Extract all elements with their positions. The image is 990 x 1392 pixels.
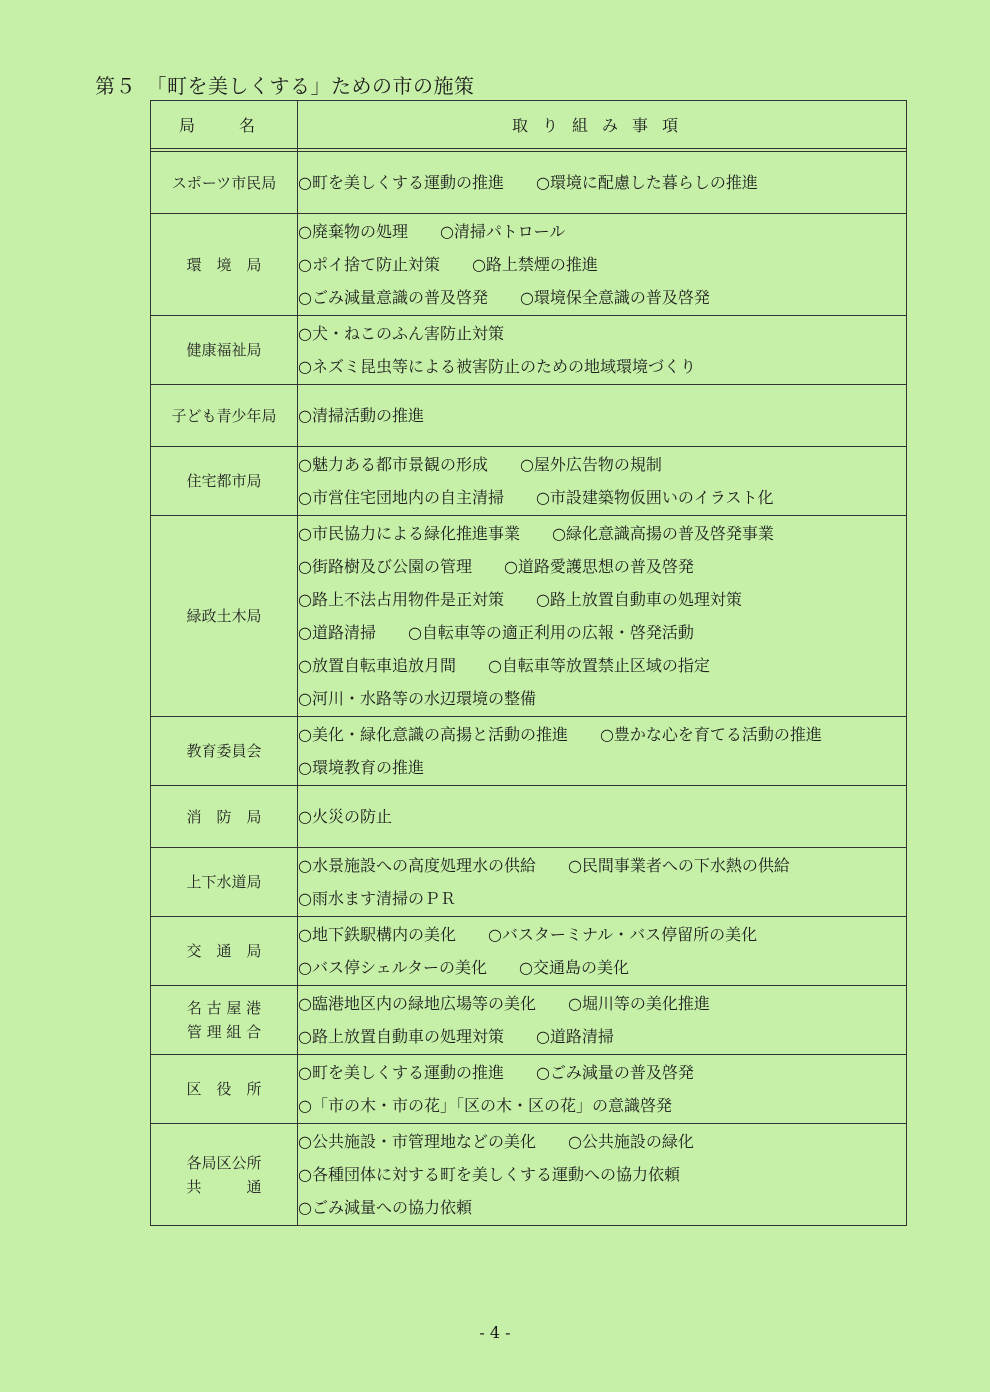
dept-name: 子ども青少年局 <box>171 406 277 425</box>
measure-item: ○路上放置自動車の処理対策 ○道路清掃 <box>298 1027 614 1046</box>
measure-item: ○バス停シェルターの美化 ○交通島の美化 <box>298 958 629 977</box>
table-row <box>151 717 907 786</box>
dept-cell <box>151 1055 298 1124</box>
dept-cell <box>151 1124 298 1226</box>
measure-item: ○道路清掃 ○自転車等の適正利用の広報・啓発活動 <box>298 623 694 642</box>
measure-item: ○火災の防止 <box>298 807 392 826</box>
dept-cell <box>151 717 298 786</box>
dept-cell <box>151 848 298 917</box>
measure-item: ○雨水ます清掃のＰＲ <box>298 889 456 908</box>
dept-name: 緑政土木局 <box>186 607 262 625</box>
measure-item: ○各種団体に対する町を美しくする運動への協力依頼 <box>298 1165 680 1184</box>
table-row <box>151 316 907 385</box>
measure-item: ○水景施設への高度処理水の供給 ○民間事業者への下水熱の供給 <box>298 856 790 875</box>
items-cell <box>298 516 907 717</box>
measure-item: ○路上不法占用物件是正対策 ○路上放置自動車の処理対策 <box>298 590 742 609</box>
dept-cell <box>151 152 298 214</box>
dept-cell <box>151 516 298 717</box>
dept-cell <box>151 316 298 385</box>
items-cell <box>298 917 907 986</box>
table-row <box>151 786 907 848</box>
dept-name: 住宅都市局 <box>186 472 262 490</box>
items-cell <box>298 152 907 214</box>
measure-item: ○ごみ減量意識の普及啓発 ○環境保全意識の普及啓発 <box>298 288 710 307</box>
table-row <box>151 986 907 1055</box>
table-row <box>151 1124 907 1226</box>
measure-item: ○市民協力による緑化推進事業 ○緑化意識高揚の普及啓発事業 <box>298 524 774 543</box>
measure-item: ○河川・水路等の水辺環境の整備 <box>298 689 536 708</box>
page-title: 第５ 「町を美しくする」ための市の施策 <box>95 74 475 98</box>
table-row <box>151 1055 907 1124</box>
table-row <box>151 447 907 516</box>
table-row <box>151 848 907 917</box>
measure-item: ○放置自転車追放月間 ○自転車等放置禁止区域の指定 <box>298 656 710 675</box>
measure-item: ○美化・緑化意識の高揚と活動の推進 ○豊かな心を育てる活動の推進 <box>298 725 822 744</box>
dept-name: 各局区公所 <box>186 1153 262 1172</box>
dept-cell <box>151 214 298 316</box>
measure-item: ○市営住宅団地内の自主清掃 ○市設建築物仮囲いのイラスト化 <box>298 488 774 507</box>
items-cell <box>298 447 907 516</box>
header-items: 取り組み事項 <box>298 101 907 149</box>
measure-item: ○魅力ある都市景観の形成 ○屋外広告物の規制 <box>298 455 662 474</box>
measure-item: ○臨港地区内の緑地広場等の美化 ○堀川等の美化推進 <box>298 994 710 1013</box>
dept-cell <box>151 986 298 1055</box>
dept-name: 区 役 所 <box>186 1080 262 1098</box>
measure-item: ○町を美しくする運動の推進 ○環境に配慮した暮らしの推進 <box>298 173 758 192</box>
dept-name: 健康福祉局 <box>186 341 262 359</box>
table-body <box>151 149 907 1226</box>
header-dept: 局 名 <box>151 101 298 149</box>
measure-item: ○地下鉄駅構内の美化 ○バスターミナル・バス停留所の美化 <box>298 925 758 944</box>
dept-name: 消 防 局 <box>186 807 262 826</box>
table-header-row <box>151 101 907 149</box>
dept-name: 共 通 <box>186 1177 262 1196</box>
page-number: - 4 - <box>479 1323 511 1342</box>
dept-cell <box>151 447 298 516</box>
measure-item: ○街路樹及び公園の管理 ○道路愛護思想の普及啓発 <box>298 557 694 576</box>
measure-item: ○公共施設・市管理地などの美化 ○公共施設の緑化 <box>298 1132 694 1151</box>
items-cell <box>298 1124 907 1226</box>
dept-name: 名 古 屋 港 <box>186 999 262 1017</box>
items-cell <box>298 214 907 316</box>
measure-item: ○廃棄物の処理 ○清掃パトロール <box>298 222 566 241</box>
dept-cell <box>151 385 298 447</box>
measure-item: ○町を美しくする運動の推進 ○ごみ減量の普及啓発 <box>298 1063 694 1082</box>
measure-item: ○環境教育の推進 <box>298 758 424 777</box>
dept-name: 交 通 局 <box>186 942 262 960</box>
dept-name: スポーツ市民局 <box>171 173 277 192</box>
dept-cell <box>151 917 298 986</box>
dept-name: 上下水道局 <box>186 873 262 891</box>
measure-item: ○ネズミ昆虫等による被害防止のための地域環境づくり <box>298 357 696 376</box>
measure-item: ○清掃活動の推進 <box>298 406 424 425</box>
dept-name: 環 境 局 <box>186 255 262 274</box>
measure-item: ○犬・ねこのふん害防止対策 <box>298 324 504 343</box>
dept-name: 教育委員会 <box>186 742 262 760</box>
dept-name: 管 理 組 合 <box>186 1023 262 1041</box>
measure-item: ○「市の木・市の花」「区の木・区の花」の意識啓発 <box>298 1096 672 1115</box>
items-cell <box>298 1055 907 1124</box>
table-row <box>151 152 907 214</box>
items-cell <box>298 986 907 1055</box>
measure-item: ○ごみ減量への協力依頼 <box>298 1198 472 1217</box>
table-row <box>151 917 907 986</box>
items-cell <box>298 848 907 917</box>
table-row <box>151 516 907 717</box>
items-cell <box>298 385 907 447</box>
table-row <box>151 214 907 316</box>
table-row <box>151 385 907 447</box>
items-cell <box>298 316 907 385</box>
measure-item: ○ポイ捨て防止対策 ○路上禁煙の推進 <box>298 255 598 274</box>
dept-cell <box>151 786 298 848</box>
items-cell <box>298 717 907 786</box>
items-cell <box>298 786 907 848</box>
measures-table <box>150 100 907 1226</box>
